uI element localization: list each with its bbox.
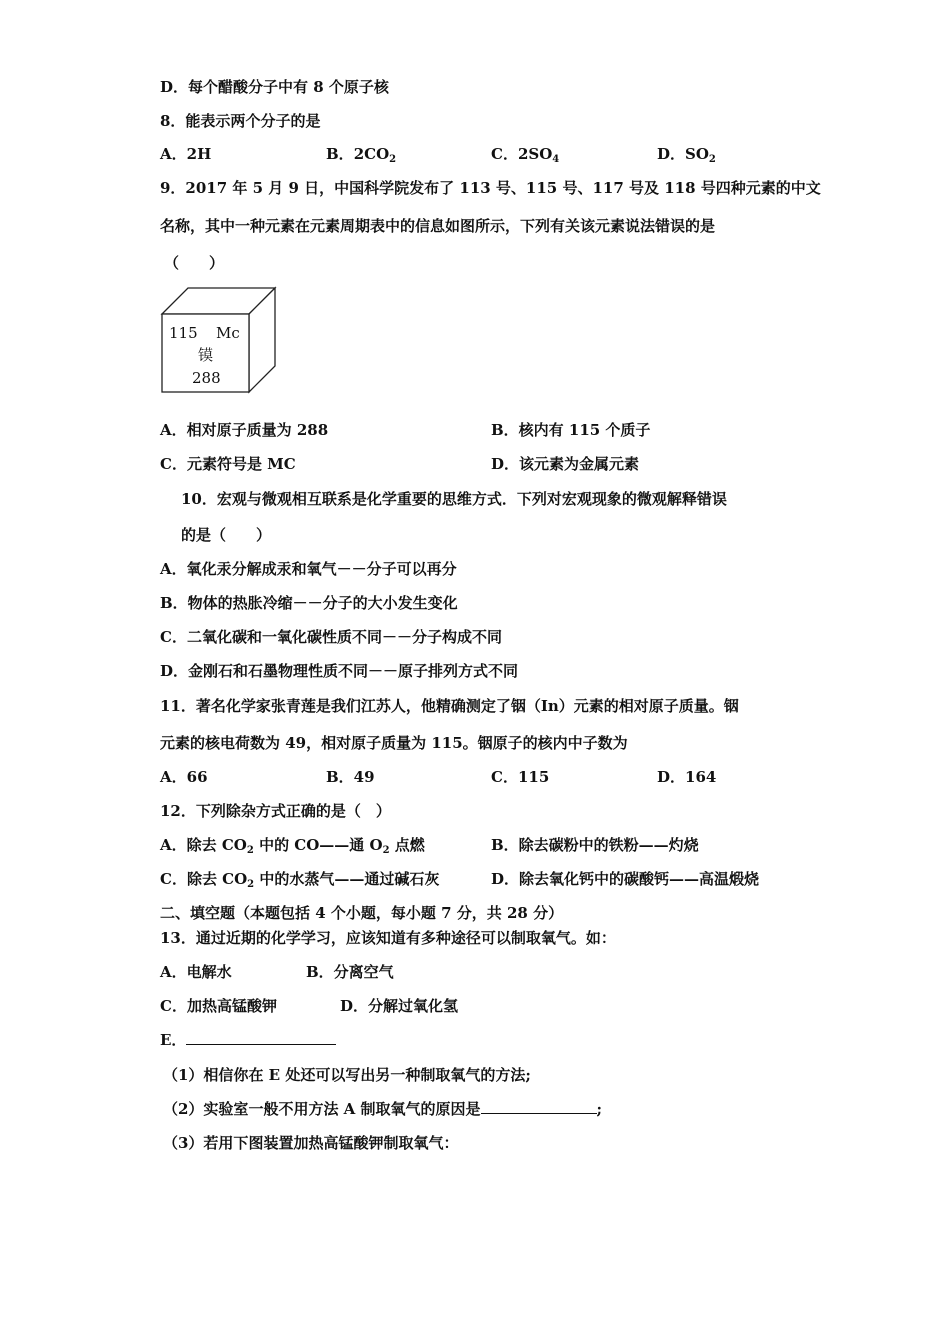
element-atomic-number: 115 — [169, 324, 198, 342]
q13-sub2: （2）实验室一般不用方法 A 制取氧气的原因是 ; — [163, 1100, 603, 1118]
q13-sub1: （1）相信你在 E 处还可以写出另一种制取氧气的方法; — [163, 1066, 531, 1084]
q13-option-e: E． — [160, 1030, 336, 1050]
q13-sub3: （3）若用下图装置加热高锰酸钾制取氧气： — [163, 1134, 459, 1152]
q12-option-b: B．除去碳粉中的铁粉——灼烧 — [491, 836, 699, 854]
q13-option-c: C．加热高锰酸钾 — [160, 997, 277, 1015]
q10-option-a: A．氧化汞分解成汞和氧气－－分子可以再分 — [160, 560, 457, 578]
q11-option-c: C．115 — [491, 768, 550, 786]
q10-option-b: B．物体的热胀冷缩－－分子的大小发生变化 — [160, 594, 458, 612]
q9-option-d: D．该元素为金属元素 — [491, 455, 640, 473]
q9-stem-line3: （ ） — [164, 254, 225, 272]
q12-option-c: C．除去 $CO_2$ 中的水蒸气——通过碱石灰 — [160, 870, 440, 890]
q13-stem: 13．通过近期的化学学习，应该知道有多种途径可以制取氧气。如： — [160, 929, 616, 947]
answer-blank-e[interactable] — [186, 1030, 336, 1045]
q10-option-d: D．金刚石和石墨物理性质不同－－原子排列方式不同 — [160, 662, 519, 680]
element-atomic-mass: 288 — [192, 369, 221, 387]
q8-option-a: A．2H — [160, 145, 212, 163]
q12-stem: 12．下列除杂方式正确的是（ ） — [160, 802, 391, 820]
q11-option-a: A．66 — [160, 768, 208, 786]
q10-option-c: C．二氧化碳和一氧化碳性质不同－－分子构成不同 — [160, 628, 502, 646]
q9-option-b: B．核内有 115 个质子 — [491, 421, 651, 439]
q8-stem: 8．能表示两个分子的是 — [160, 112, 321, 130]
q8-option-d: D．$SO_2$ — [657, 145, 716, 165]
answer-blank-sub2[interactable] — [481, 1099, 597, 1114]
element-name: 镆 — [198, 346, 214, 364]
q9-option-c: C．元素符号是 MC — [160, 455, 296, 473]
q11-option-d: D．164 — [657, 768, 717, 786]
q9-stem-line1: 9．2017 年 5 月 9 日，中国科学院发布了 113 号、115 号、117 号及 118 号四种元素的中文 — [160, 179, 821, 197]
q11-stem-line1: 11．著名化学家张青莲是我们江苏人，他精确测定了铟（In）元素的相对原子质量。铟 — [160, 697, 739, 715]
section2-heading: 二、填空题（本题包括 4 个小题，每小题 7 分，共 28 分） — [160, 904, 564, 922]
q7-option-d: D．每个醋酸分子中有 8 个原子核 — [160, 78, 389, 96]
q13-option-b: B．分离空气 — [306, 963, 394, 981]
q10-stem-line1: 10．宏观与微观相互联系是化学重要的思维方式．下列对宏观现象的微观解释错误 — [181, 490, 727, 508]
q8-option-c: C．$2SO_4$ — [491, 145, 560, 165]
q13-option-a: A．电解水 — [160, 963, 232, 981]
q9-stem-line2: 名称，其中一种元素在元素周期表中的信息如图所示，下列有关该元素说法错误的是 — [160, 217, 716, 235]
q11-option-b: B．49 — [326, 768, 375, 786]
q10-stem-line2: 的是（ ） — [181, 526, 272, 544]
q8-option-b: B．$2CO_2$ — [326, 145, 397, 165]
q13-option-d: D．分解过氧化氢 — [340, 997, 459, 1015]
element-symbol: Mc — [216, 324, 240, 342]
element-cell-figure — [160, 286, 280, 398]
q12-option-a: A．除去 $CO_2$ 中的 CO——通 $O_2$ 点燃 — [160, 836, 425, 856]
q12-option-d: D．除去氧化钙中的碳酸钙——高温煅烧 — [491, 870, 760, 888]
q9-option-a: A．相对原子质量为 288 — [160, 421, 329, 439]
q11-stem-line2: 元素的核电荷数为 49，相对原子质量为 115。铟原子的核内中子数为 — [160, 734, 628, 752]
